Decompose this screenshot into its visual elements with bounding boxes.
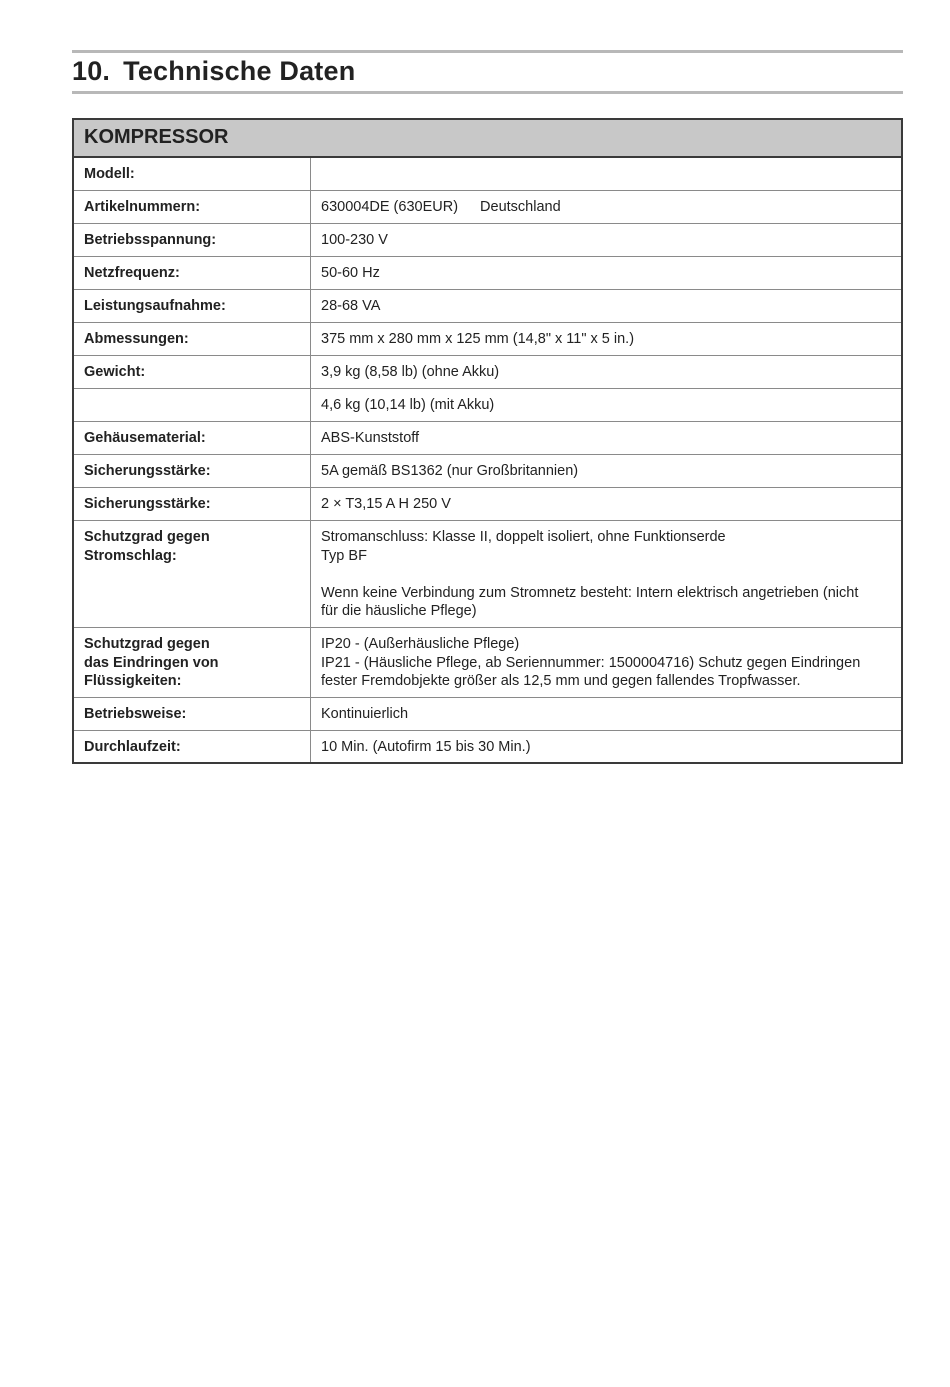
table-row-gehaeusematerial <box>74 421 901 454</box>
row-label: Durchlaufzeit: <box>74 731 311 762</box>
row-value: 375 mm x 280 mm x 125 mm (14,8" x 11" x 5 in.) <box>321 331 635 347</box>
table-row-sicherung <box>74 487 901 520</box>
row-label: Abmessungen: <box>74 323 311 355</box>
table-heading-label: KOMPRESSOR <box>84 126 229 148</box>
table-row-durchlaufzeit <box>74 730 901 762</box>
row-value: Stromanschluss: Klasse II, doppelt isoliert, ohne Funktionserde Typ BF Wenn keine Verbindung zum Stromnetz besteht: Intern elektrisch angetrieben (nicht für die häusliche Pflege) <box>321 529 859 619</box>
section-number: 10. <box>72 56 111 86</box>
table-row-betriebsweise <box>74 697 901 730</box>
row-label: Sicherungsstärke: <box>74 488 311 520</box>
table-row-betriebsspannung <box>74 223 901 256</box>
row-label: Modell: <box>74 158 311 190</box>
table-row-modell <box>74 158 901 190</box>
table-row-stromschlag <box>74 520 901 627</box>
row-label: Netzfrequenz: <box>74 257 311 289</box>
row-value: ABS-Kunststoff <box>321 430 420 446</box>
section-heading-bar <box>72 50 903 94</box>
row-value: 2 × T3,15 A H 250 V <box>321 496 451 512</box>
table-row-gewicht <box>74 355 901 388</box>
specifications-table <box>72 118 903 764</box>
row-value: 100-230 V <box>321 232 388 248</box>
row-label: Gehäusematerial: <box>74 422 311 454</box>
table-row-fluessigkeiten <box>74 627 901 697</box>
row-label: Gewicht: <box>74 356 311 388</box>
row-value: 5A gemäß BS1362 (nur Großbritannien) <box>321 463 579 479</box>
row-label <box>74 389 311 421</box>
row-value: 10 Min. (Autofirm 15 bis 30 Min.) <box>321 739 531 755</box>
row-value: 3,9 kg (8,58 lb) (ohne Akku) <box>321 364 500 380</box>
row-value <box>311 191 901 223</box>
row-value <box>311 158 901 190</box>
row-value: IP20 - (Außerhäusliche Pflege) IP21 - (Häusliche Pflege, ab Seriennummer: 1500004716) Schutz gegen Eindringen fester Fremdobjekte größer als 12,5 mm und gegen fallendes Tropfwasser. <box>321 636 861 689</box>
table-heading <box>74 120 901 158</box>
page-title <box>72 56 355 87</box>
row-value: 4,6 kg (10,14 lb) (mit Akku) <box>321 397 495 413</box>
row-label: Sicherungsstärke: <box>74 455 311 487</box>
row-label: Schutzgrad gegen Stromschlag: <box>74 521 311 627</box>
row-value: Kontinuierlich <box>321 706 409 722</box>
row-label: Leistungsaufnahme: <box>74 290 311 322</box>
section-title: Technische Daten <box>123 56 356 86</box>
table-row-netzfrequenz <box>74 256 901 289</box>
row-label: Schutzgrad gegen das Eindringen von Flüssigkeiten: <box>74 628 311 697</box>
row-label: Betriebsspannung: <box>74 224 311 256</box>
row-label: Artikelnummern: <box>74 191 311 223</box>
article-numbers: 630004DE (630EUR) <box>321 199 459 215</box>
table-row-gewicht-akku <box>74 388 901 421</box>
table-row-leistungsaufnahme <box>74 289 901 322</box>
row-value: 28-68 VA <box>321 298 381 314</box>
table-row-artikelnummern <box>74 190 901 223</box>
row-label: Betriebsweise: <box>74 698 311 730</box>
table-row-sicherung-uk <box>74 454 901 487</box>
article-country: Deutschland <box>480 199 561 215</box>
row-value: 50-60 Hz <box>321 265 380 281</box>
table-row-abmessungen <box>74 322 901 355</box>
